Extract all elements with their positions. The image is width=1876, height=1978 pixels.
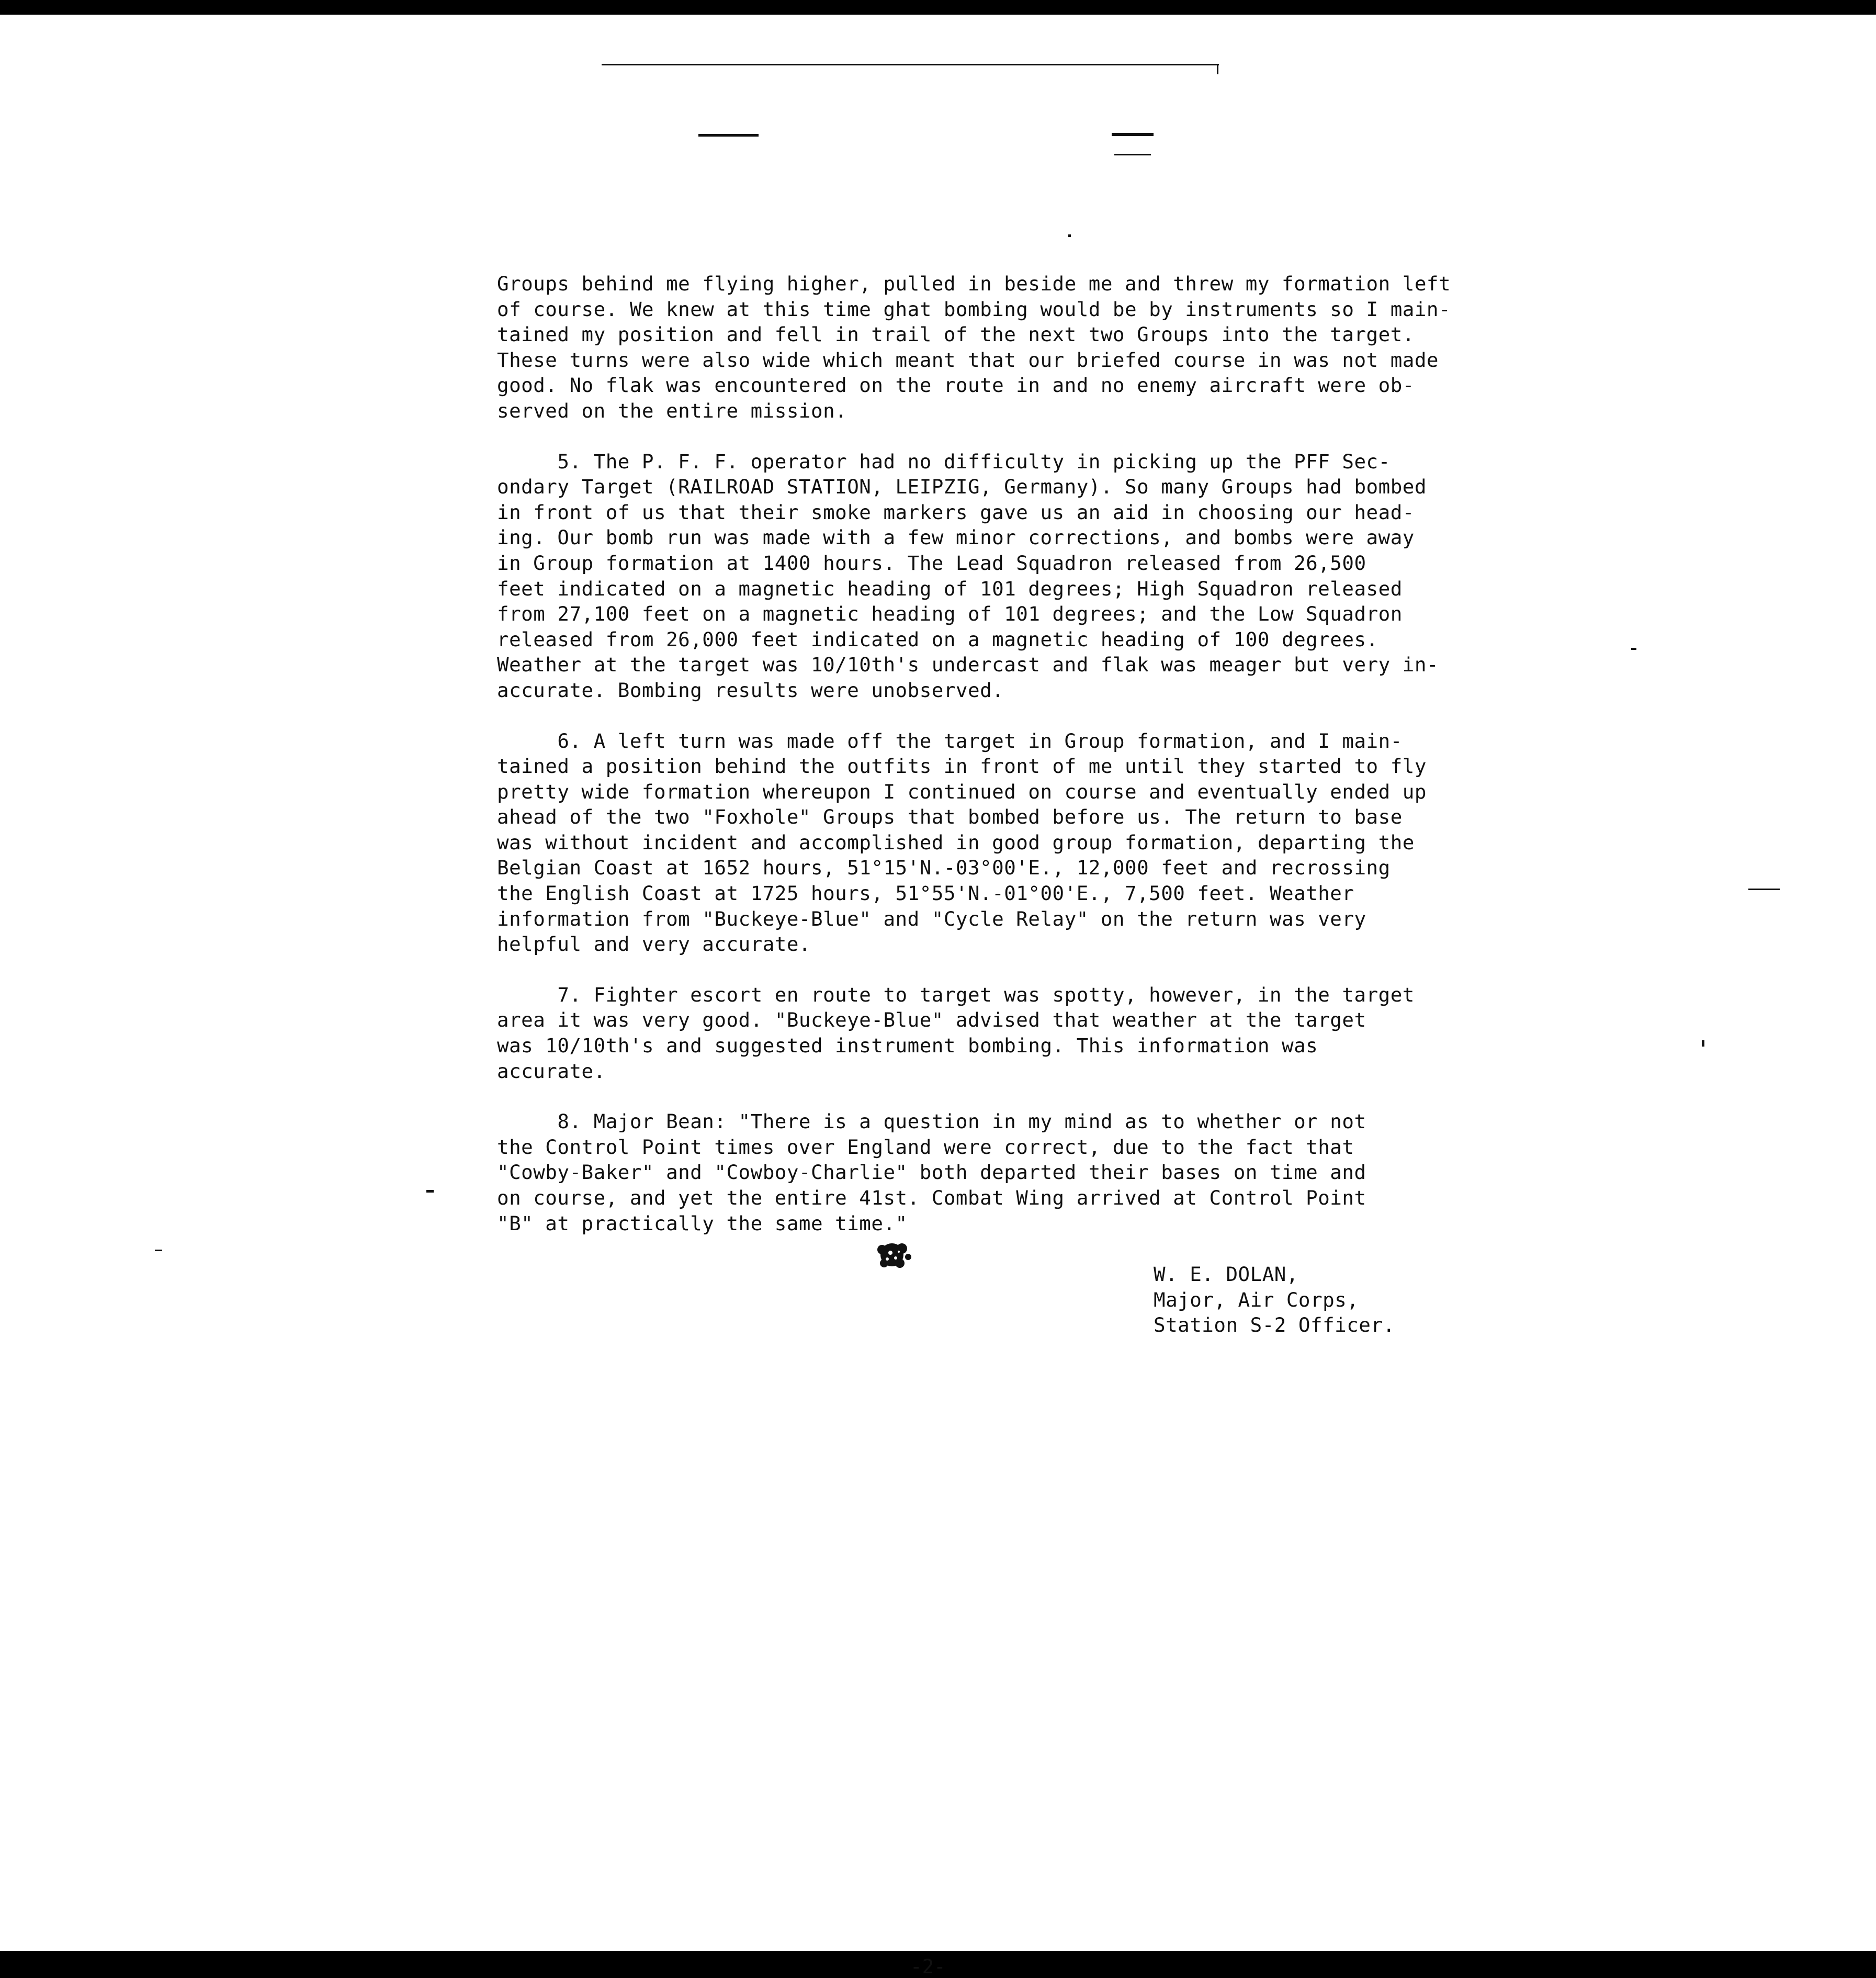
text-line: helpful and very accurate. bbox=[497, 932, 811, 956]
text-line: 8. Major Bean: "There is a question in my mind as to whether or not bbox=[497, 1110, 1366, 1133]
top-rule-hook bbox=[1217, 64, 1218, 74]
text-line: information from "Buckeye-Blue" and "Cycle Relay" on the return was very bbox=[497, 907, 1366, 930]
text-line: good. No flak was encountered on the route in and no enemy aircraft were ob- bbox=[497, 374, 1415, 397]
text-line: ing. Our bomb run was made with a few minor corrections, and bombs were away bbox=[497, 526, 1415, 549]
text-line: ahead of the two "Foxhole" Groups that bombed before us. The return to base bbox=[497, 805, 1403, 829]
text-line: in Group formation at 1400 hours. The Lead Squadron released from 26,500 bbox=[497, 551, 1366, 575]
top-rule-artifact bbox=[602, 64, 1219, 65]
text-line: feet indicated on a magnetic heading of 101 degrees; High Squadron released bbox=[497, 577, 1403, 600]
paragraph-7 bbox=[497, 982, 1716, 1084]
signature-name: W. E. DOLAN, bbox=[1154, 1263, 1298, 1286]
paragraph-6 bbox=[497, 728, 1716, 957]
page-number: -2- bbox=[910, 1955, 946, 1978]
dash-artifact-left bbox=[698, 134, 759, 137]
text-line: "Cowby-Baker" and "Cowboy-Charlie" both departed their bases on time and bbox=[497, 1161, 1366, 1184]
dash-artifact-right bbox=[1112, 133, 1154, 136]
text-line: from 27,100 feet on a magnetic heading of 101 degrees; and the Low Squadron bbox=[497, 602, 1403, 626]
signature-rank: Major, Air Corps, bbox=[1154, 1288, 1359, 1311]
text-line: pretty wide formation whereupon I continued on course and eventually ended up bbox=[497, 780, 1427, 803]
text-line: accurate. Bombing results were unobserved. bbox=[497, 678, 1004, 702]
text-line: of course. We knew at this time ghat bombing would be by instruments so I main- bbox=[497, 297, 1451, 321]
text-line: area it was very good. "Buckeye-Blue" advised that weather at the target bbox=[497, 1008, 1366, 1032]
document-page bbox=[0, 15, 1876, 1978]
text-line: 5. The P. F. F. operator had no difficulty in picking up the PFF Sec- bbox=[497, 449, 1391, 473]
paragraph-continuation bbox=[497, 271, 1716, 424]
text-line: 7. Fighter escort en route to target was spotty, however, in the target bbox=[497, 983, 1415, 1006]
paragraph-5 bbox=[497, 449, 1716, 703]
text-line: in front of us that their smoke markers gave us an aid in choosing our head- bbox=[497, 500, 1415, 524]
text-line: These turns were also wide which meant that our briefed course in was not made bbox=[497, 348, 1439, 372]
text-line: ondary Target (RAILROAD STATION, LEIPZIG, Germany). So many Groups had bombed bbox=[497, 475, 1427, 499]
text-line: Groups behind me flying higher, pulled in beside me and threw my formation left bbox=[497, 272, 1451, 295]
signature-title: Station S-2 Officer. bbox=[1154, 1313, 1395, 1337]
dash-artifact-right-lower bbox=[1114, 154, 1151, 155]
text-line: on course, and yet the entire 41st. Combat Wing arrived at Control Point bbox=[497, 1186, 1366, 1209]
speck-2 bbox=[1748, 889, 1780, 890]
text-line: the English Coast at 1725 hours, 51°55'N.-01°00'E., 7,500 feet. Weather bbox=[497, 882, 1354, 905]
text-line: "B" at practically the same time." bbox=[497, 1211, 908, 1235]
speck-4 bbox=[155, 1250, 162, 1251]
speck-1 bbox=[1068, 234, 1071, 237]
paragraph-8 bbox=[497, 1109, 1716, 1236]
speck-5 bbox=[426, 1190, 434, 1193]
text-line: served on the entire mission. bbox=[497, 399, 847, 422]
text-line: 6. A left turn was made off the target in Group formation, and I main- bbox=[497, 729, 1403, 752]
text-line: Belgian Coast at 1652 hours, 51°15'N.-03°00'E., 12,000 feet and recrossing bbox=[497, 856, 1391, 880]
text-line: accurate. bbox=[497, 1059, 606, 1083]
text-line: was without incident and accomplished in good group formation, departing the bbox=[497, 830, 1415, 854]
text-line: the Control Point times over England were correct, due to the fact that bbox=[497, 1135, 1354, 1159]
text-line: was 10/10th's and suggested instrument bombing. This information was bbox=[497, 1034, 1318, 1058]
text-line: released from 26,000 feet indicated on a magnetic heading of 100 degrees. bbox=[497, 627, 1378, 651]
text-line: tained a position behind the outfits in front of me until they started to fly bbox=[497, 755, 1427, 778]
text-line: tained my position and fell in trail of the next two Groups into the target. bbox=[497, 323, 1415, 346]
report-body bbox=[497, 271, 1716, 1261]
text-line: Weather at the target was 10/10th's undercast and flak was meager but very in- bbox=[497, 653, 1439, 677]
signature-block bbox=[1154, 1262, 1395, 1338]
